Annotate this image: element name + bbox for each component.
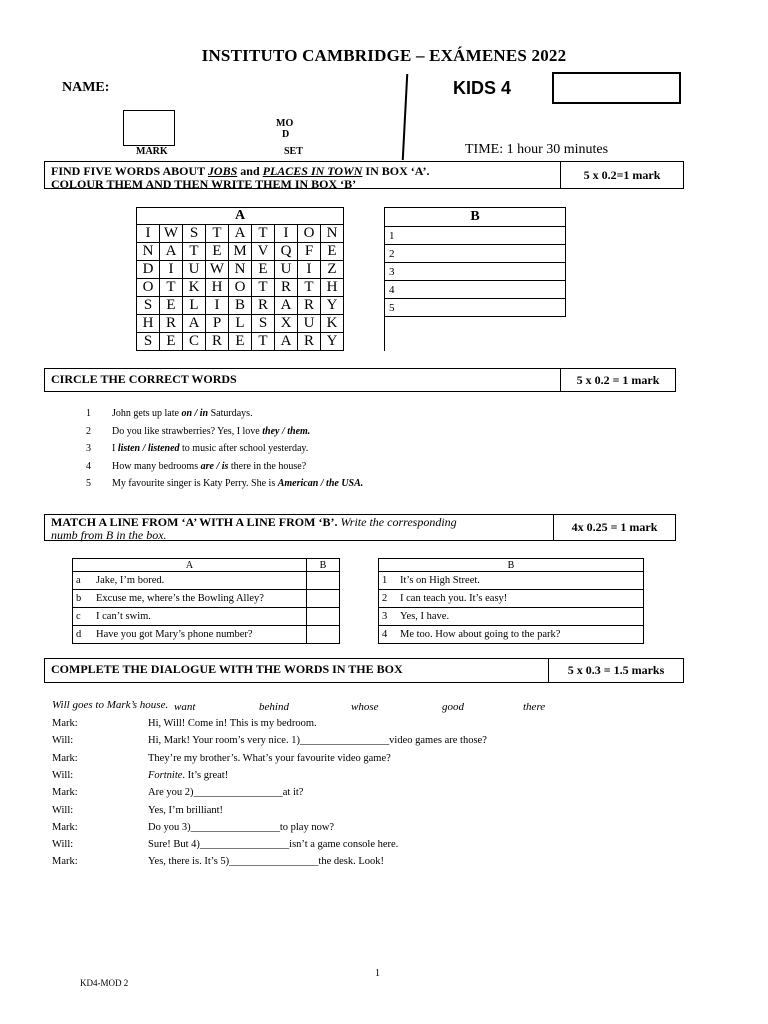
grid-cell[interactable]: S xyxy=(183,225,206,243)
grid-cell[interactable]: A xyxy=(275,333,298,351)
grid-cell[interactable]: O xyxy=(137,279,160,297)
level-label: KIDS 4 xyxy=(453,78,512,98)
circle-item: 5 My favourite singer is Katy Perry. She is American / the USA. xyxy=(86,478,364,489)
match-b-header: B xyxy=(379,559,644,572)
match-row-b: 3 Yes, I have. xyxy=(379,608,644,626)
grid-cell[interactable]: Q xyxy=(275,243,298,261)
answer-box-b xyxy=(384,207,566,351)
speaker: Will: xyxy=(52,735,74,747)
grid-cell[interactable]: E xyxy=(160,333,183,351)
grid-cell[interactable]: E xyxy=(321,243,344,261)
speaker: Mark: xyxy=(52,718,78,729)
grid-cell[interactable]: Z xyxy=(321,261,344,279)
grid-cell[interactable]: R xyxy=(275,279,298,297)
speaker: Will: xyxy=(52,804,74,816)
grid-cell[interactable]: N xyxy=(137,243,160,261)
dialogue-text: Yes, I’m brilliant! xyxy=(148,804,224,816)
answer-filler xyxy=(385,317,566,335)
circle-item: 2 Do you like strawberries? Yes, I love they / them. xyxy=(86,425,311,437)
dialogue-text: Are you 2)_________________at it? xyxy=(148,787,304,799)
grid-cell[interactable]: U xyxy=(298,315,321,333)
word-option: there xyxy=(523,701,546,713)
mod-label-2: D xyxy=(282,129,290,140)
grid-cell[interactable]: E xyxy=(206,243,229,261)
match-row-b: 4 Me too. How about going to the park? xyxy=(379,626,644,644)
section4-marks: 5 x 0.3 = 1.5 marks xyxy=(548,659,683,682)
section2-marks: 5 x 0.2 = 1 mark xyxy=(560,369,675,391)
match-a-header: A xyxy=(73,559,307,572)
answer-line[interactable]: 3 xyxy=(385,263,566,281)
speaker: Will: xyxy=(52,769,74,781)
grid-cell[interactable]: A xyxy=(229,225,252,243)
match-answer-box[interactable] xyxy=(307,590,340,608)
answer-line[interactable]: 5 xyxy=(385,299,566,317)
dialogue-text: Fortnite. It’s great! xyxy=(148,769,229,781)
section3-instructions: MATCH A LINE FROM ‘A’ WITH A LINE FROM ‘B’. Write the corresponding numb from B in the box. xyxy=(51,515,457,542)
speaker: Will: xyxy=(52,839,74,851)
grid-row xyxy=(137,297,344,315)
mod-label-1: MO xyxy=(276,118,294,129)
grid-cell[interactable]: R xyxy=(252,297,275,315)
grid-cell[interactable]: Y xyxy=(321,333,344,351)
grid-cell[interactable]: D xyxy=(137,261,160,279)
grid-cell[interactable]: R xyxy=(206,333,229,351)
section3-header xyxy=(44,514,676,541)
grid-cell[interactable]: M xyxy=(229,243,252,261)
grid-cell[interactable]: R xyxy=(160,315,183,333)
match-row-a: b Excuse me, where’s the Bowling Alley? xyxy=(73,590,340,608)
grid-cell[interactable]: O xyxy=(298,225,321,243)
dialogue-text: They’re my brother’s. What’s your favourite video game? xyxy=(148,752,391,764)
grid-row xyxy=(137,243,344,261)
answer-filler xyxy=(385,334,566,351)
name-label: NAME: xyxy=(62,80,110,95)
grid-cell[interactable]: T xyxy=(252,333,275,351)
grid-cell[interactable]: S xyxy=(137,297,160,315)
grid-cell[interactable]: E xyxy=(252,261,275,279)
grid-cell[interactable]: I xyxy=(206,297,229,315)
word-option: want xyxy=(174,701,196,713)
circle-options[interactable]: listen / listened xyxy=(117,443,180,454)
grid-cell[interactable]: L xyxy=(183,297,206,315)
match-row-a: d Have you got Mary’s phone number? xyxy=(73,626,340,644)
grid-cell[interactable]: K xyxy=(321,315,344,333)
circle-item: 4 How many bedrooms are / is there in the house? xyxy=(86,460,307,472)
grid-cell[interactable]: E xyxy=(160,297,183,315)
grid-cell[interactable]: N xyxy=(229,261,252,279)
dialogue-text: Sure! But 4)_________________isn’t a game console here. xyxy=(148,839,399,851)
grid-cell[interactable]: I xyxy=(160,261,183,279)
circle-options[interactable]: on / in xyxy=(181,408,209,419)
dialogue-text: Yes, there is. It’s 5)_________________the desk. Look! xyxy=(148,856,385,868)
word-search-grid xyxy=(136,207,344,351)
match-answer-box[interactable] xyxy=(307,608,340,626)
section4-header xyxy=(44,658,684,683)
section4-title: COMPLETE THE DIALOGUE WITH THE WORDS IN THE BOX xyxy=(51,662,403,676)
grid-row xyxy=(137,279,344,297)
grid-cell[interactable]: C xyxy=(183,333,206,351)
grid-cell[interactable]: A xyxy=(275,297,298,315)
document-code: KD4-MOD 2 xyxy=(80,978,129,988)
grid-cell[interactable]: U xyxy=(183,261,206,279)
grid-cell[interactable]: X xyxy=(275,315,298,333)
grid-cell[interactable]: R xyxy=(298,297,321,315)
circle-items xyxy=(86,408,363,496)
grid-row xyxy=(137,333,344,351)
grid-cell[interactable]: S xyxy=(137,333,160,351)
mark-label: MARK xyxy=(136,146,168,157)
section2-title: CIRCLE THE CORRECT WORDS xyxy=(51,372,237,386)
set-label: SET xyxy=(284,146,303,157)
match-table-a xyxy=(72,558,340,644)
answer-line[interactable]: 1 xyxy=(385,227,566,245)
word-option: behind xyxy=(259,701,289,713)
grid-cell[interactable]: A xyxy=(160,243,183,261)
match-table-b xyxy=(378,558,644,644)
circle-item: 3 I listen / listened to music after school yesterday. xyxy=(86,443,309,454)
circle-options[interactable]: American / the USA. xyxy=(277,478,364,489)
dialogue-text: Do you 3)_________________to play now? xyxy=(148,821,335,833)
time-label: TIME: 1 hour 30 minutes xyxy=(465,142,609,157)
match-b-col-header: B xyxy=(307,559,340,572)
mark-box[interactable] xyxy=(123,110,175,146)
grid-header: A xyxy=(137,208,344,225)
grid-cell[interactable]: L xyxy=(229,315,252,333)
grid-row xyxy=(137,261,344,279)
circle-options[interactable]: they / them. xyxy=(262,425,311,437)
grid-row xyxy=(137,315,344,333)
grid-cell[interactable]: T xyxy=(160,279,183,297)
grid-cell[interactable]: E xyxy=(229,333,252,351)
page-number: 1 xyxy=(375,968,380,979)
match-row-a: a Jake, I’m bored. xyxy=(73,572,340,590)
section2-header xyxy=(44,368,676,392)
grid-cell[interactable]: T xyxy=(252,279,275,297)
grid-cell[interactable]: T xyxy=(252,225,275,243)
grid-cell[interactable]: B xyxy=(229,297,252,315)
dialogue-intro: Will goes to Mark’s house. xyxy=(52,699,169,711)
grid-cell[interactable]: H xyxy=(137,315,160,333)
section1-instructions: FIND FIVE WORDS ABOUT JOBS and PLACES IN TOWN IN BOX ‘A’. COLOUR THEM AND THEN WRITE THEM IN BOX ‘B’ xyxy=(51,164,430,191)
grid-cell[interactable]: P xyxy=(206,315,229,333)
circle-item: 1 John gets up late on / in Saturdays. xyxy=(86,408,253,419)
grid-cell[interactable]: N xyxy=(321,225,344,243)
grid-row xyxy=(137,225,344,243)
grid-cell[interactable]: F xyxy=(298,243,321,261)
speaker: Mark: xyxy=(52,752,78,764)
match-answer-box[interactable] xyxy=(307,572,340,590)
grid-cell[interactable]: I xyxy=(275,225,298,243)
dialogue-text: Hi, Mark! Your room’s very nice. 1)_________________video games are those? xyxy=(148,735,487,747)
divider-line xyxy=(402,74,409,160)
match-answer-box[interactable] xyxy=(307,626,340,644)
circle-options[interactable]: are / is xyxy=(200,460,229,472)
box-b-header: B xyxy=(385,208,566,227)
word-option: whose xyxy=(351,701,379,713)
speaker: Mark: xyxy=(52,787,78,799)
section1-header xyxy=(44,161,684,189)
grid-cell[interactable]: V xyxy=(252,243,275,261)
section3-marks: 4x 0.25 = 1 mark xyxy=(553,515,675,540)
speaker: Mark: xyxy=(52,821,78,833)
grid-cell[interactable]: A xyxy=(183,315,206,333)
answer-line[interactable]: 2 xyxy=(385,245,566,263)
grid-cell[interactable]: W xyxy=(160,225,183,243)
grid-cell[interactable]: H xyxy=(206,279,229,297)
grid-cell[interactable]: Y xyxy=(321,297,344,315)
grid-cell[interactable]: H xyxy=(321,279,344,297)
dialogue-text: Hi, Will! Come in! This is my bedroom. xyxy=(148,718,317,729)
grid-cell[interactable]: T xyxy=(298,279,321,297)
grid-cell[interactable]: I xyxy=(137,225,160,243)
grid-cell[interactable]: W xyxy=(206,261,229,279)
page-title: INSTITUTO CAMBRIDGE – EXÁMENES 2022 xyxy=(201,46,567,65)
grid-cell[interactable]: K xyxy=(183,279,206,297)
match-row-b: 1 It’s on High Street. xyxy=(379,572,644,590)
grid-cell[interactable]: R xyxy=(298,333,321,351)
grid-cell[interactable]: T xyxy=(183,243,206,261)
answer-line[interactable]: 4 xyxy=(385,281,566,299)
speaker: Mark: xyxy=(52,856,78,868)
match-row-a: c I can’t swim. xyxy=(73,608,340,626)
grid-cell[interactable]: O xyxy=(229,279,252,297)
grid-cell[interactable]: I xyxy=(298,261,321,279)
match-row-b: 2 I can teach you. It’s easy! xyxy=(379,590,644,608)
grid-cell[interactable]: S xyxy=(252,315,275,333)
grid-cell[interactable]: T xyxy=(206,225,229,243)
grid-cell[interactable]: U xyxy=(275,261,298,279)
level-box[interactable] xyxy=(552,72,681,104)
word-option: good xyxy=(442,701,464,713)
section1-marks: 5 x 0.2=1 mark xyxy=(560,162,683,188)
